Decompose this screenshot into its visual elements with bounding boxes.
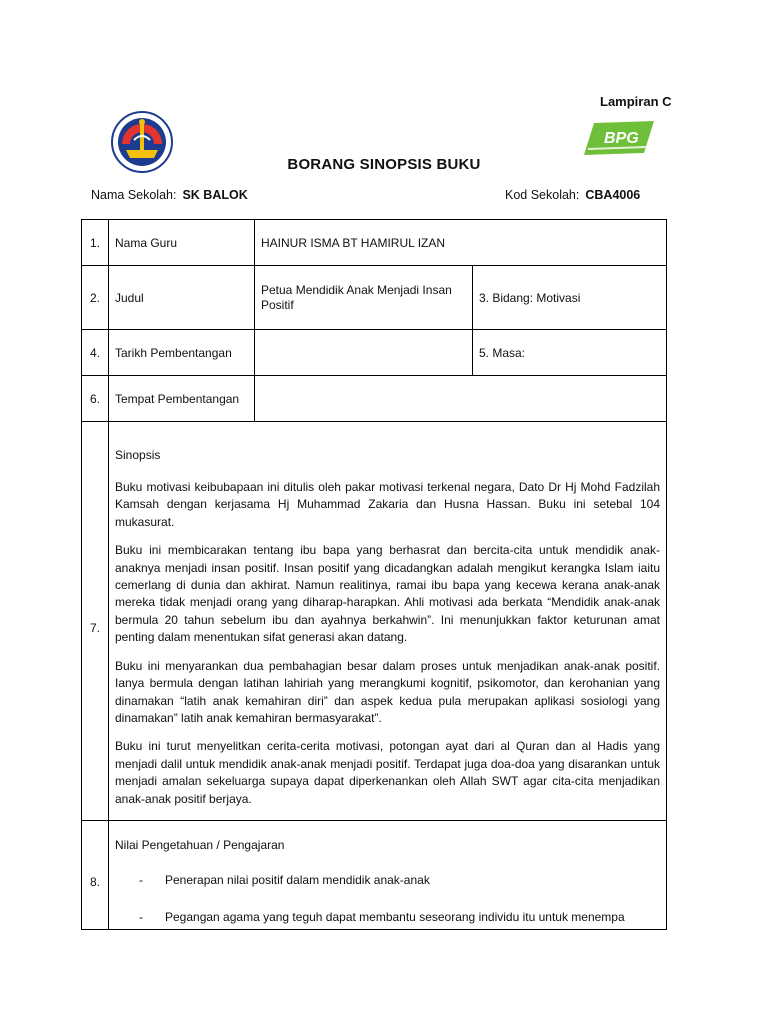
page-title: BORANG SINOPSIS BUKU: [287, 156, 481, 173]
synopsis-paragraph: Buku ini membicarakan tentang ibu bapa yang berhasrat dan bercita-cita untuk mendidik anak-anaknya menjadi insan positif. Insan positif yang dicadangkan adalah mengikut kerangka Islam iaitu cemerlang di dunia dan akhirat. Namun realitinya, ramai ibu bapa yang kecewa kerana anak-anak mereka tidak menjadi orang yang diharap-harapkan. Ahli motivasi ada berkata “Mendidik anak-anak bermula 20 tahun sebelum ibu dan ayahnya berkahwin”. Ini menunjukkan faktor keturunan amat penting dalam menentukan sifat generasi akan datang.: [115, 543, 660, 645]
table-row: [82, 330, 667, 376]
row-number: 7.: [82, 422, 109, 821]
field-masa: 5. Masa:: [473, 330, 667, 376]
synopsis-cell: [109, 422, 667, 821]
synopsis-paragraph: Buku ini turut menyelitkan cerita-cerita motivasi, potongan ayat dari al Quran dan al Hadis yang menjadi dalil untuk mendidik anak-anak menjadi positif. Terdapat juga doa-doa yang disarankan untuk menjadi amalan sekeluarga supaya dapat diperkenankan oleh Allah SWT agar cita-cita menjadikan anak-anak positif berjaya.: [115, 739, 660, 806]
title-label: Judul: [109, 266, 255, 330]
school-name-field: [91, 188, 248, 202]
row-number: 8.: [82, 821, 109, 930]
list-item: [115, 872, 660, 889]
table-row: [82, 220, 667, 266]
presentation-place-label: Tempat Pembentangan: [109, 376, 255, 422]
row-number: 2.: [82, 266, 109, 330]
row-number: 1.: [82, 220, 109, 266]
table-row: [82, 821, 667, 930]
row-number: 6.: [82, 376, 109, 422]
synopsis-label: Sinopsis: [115, 448, 161, 463]
presentation-date-label: Tarikh Pembentangan: [109, 330, 255, 376]
bpg-logo-text: BPG: [604, 130, 639, 147]
list-item-text: Pegangan agama yang teguh dapat membantu seseorang individu itu untuk menempa: [165, 910, 625, 924]
field-bidang: 3. Bidang: Motivasi: [473, 266, 667, 330]
synopsis-paragraph: Buku motivasi keibubapaan ini ditulis oleh pakar motivasi terkenal negara, Dato Dr Hj Mohd Fadzilah Kamsah dengan kerjasama Hj Muhammad Zakaria dan Husna Hassan. Buku ini setebal 104 mukasurat.: [115, 480, 660, 529]
lampiran-label: Lampiran C: [600, 94, 672, 109]
row-number: 4.: [82, 330, 109, 376]
values-label: Nilai Pengetahuan / Pengajaran: [115, 838, 285, 852]
presentation-place-value: [255, 376, 667, 422]
bullet-dash: -: [139, 910, 143, 924]
school-code-label: Kod Sekolah:: [505, 188, 580, 202]
list-item: [115, 909, 660, 926]
school-code-field: [505, 188, 640, 202]
values-cell: [109, 821, 667, 930]
synopsis-form-table: [81, 219, 667, 930]
bpg-logo: [582, 119, 656, 159]
teacher-name-label: Nama Guru: [109, 220, 255, 266]
school-name-label: Nama Sekolah:: [91, 188, 177, 202]
synopsis-paragraph: Buku ini menyarankan dua pembahagian besar dalam proses untuk menjadikan anak-anak positif. Ianya bermula dengan latihan lahiriah yang merangkumi kognitif, psikomotor, dan kerohanian yang dinamakan “latih anak kemahiran diri” dan aspek kedua pula merupakan aplikasi sosiologi yang dinamakan” latih anak kemahiran bermasyarakat”.: [115, 658, 660, 725]
teacher-name-value: HAINUR ISMA BT HAMIRUL IZAN: [255, 220, 667, 266]
book-title-value: Petua Mendidik Anak Menjadi Insan Positif: [255, 266, 473, 330]
school-name-value: SK BALOK: [182, 188, 248, 202]
school-code-value: CBA4006: [585, 188, 641, 202]
list-item-text: Penerapan nilai positif dalam mendidik anak-anak: [165, 873, 430, 887]
presentation-date-value: [255, 330, 473, 376]
table-row: [82, 422, 667, 821]
table-row: [82, 266, 667, 330]
table-row: [82, 376, 667, 422]
bullet-dash: -: [139, 873, 143, 887]
